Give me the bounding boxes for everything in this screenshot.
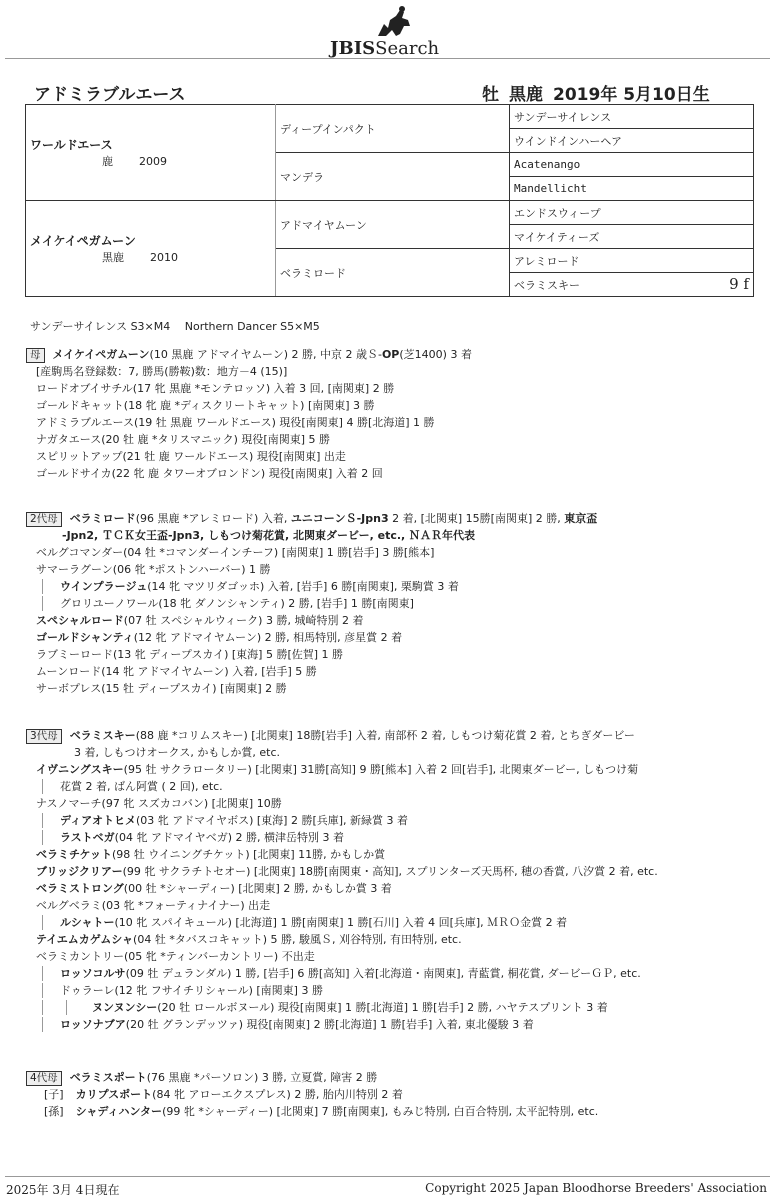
horse-record: (20 牡 グランデッツァ) 現役[南関東] 2 勝[北海道] 1 勝[岩手] 入着, 東北優駿 3 着 [125, 1018, 534, 1031]
horse-link[interactable]: ディアオトヒメ [60, 814, 137, 827]
relation-label: [子] [44, 1088, 64, 1101]
horse-record: (84 牝 アローエクスプレス) 2 勝, 胎内川特別 2 着 [152, 1088, 403, 1101]
dam-dam-cell[interactable]: ベラミロード [276, 249, 510, 297]
horse-link[interactable]: シャディハンター [75, 1105, 163, 1118]
ddd-name: ベラミスキー [514, 278, 580, 292]
horse-record: (04 牡 *タバスコキャット) 5 勝, 駿風Ｓ, 刈谷特別, 有田特別, etc. [133, 933, 462, 946]
family-row [26, 914, 756, 931]
header-divider [5, 58, 770, 59]
family-row [26, 595, 756, 612]
family-row [26, 829, 756, 846]
offspring-row[interactable]: スピリットアップ(21 牡 鹿 ワールドエース) 現役[南関東] 出走 [36, 450, 346, 463]
family-row [26, 612, 756, 629]
horse-info [482, 80, 710, 105]
horse-record[interactable]: サマーラグーン(06 牝 *ポストンハーバー) 1 勝 [36, 563, 271, 576]
horse-link[interactable]: ロッソコルサ [60, 967, 126, 980]
horse-link[interactable]: カリプスポート [75, 1088, 153, 1101]
ddd-cell[interactable] [510, 273, 754, 297]
sire-dam-cell[interactable]: マンデラ [276, 153, 510, 201]
second-dam-race: ユニコーンＳ-Jpn3 [290, 512, 389, 525]
fourth-dam-section [26, 1069, 756, 1120]
tree-connector [42, 596, 43, 611]
tree-connector [42, 579, 43, 594]
horse-link[interactable]: ルシャトー [60, 916, 115, 929]
family-row [26, 880, 756, 897]
fourth-dam-detail: (76 黒鹿 *パーソロン) 3 勝, 立夏賞, 障害 2 勝 [146, 1071, 378, 1084]
tree-connector [42, 966, 43, 981]
horse-link[interactable]: ブリッジクリアー [36, 865, 123, 878]
horse-color: 黒鹿 [509, 85, 543, 105]
family-row [26, 948, 756, 965]
sdd-cell[interactable]: Mandellicht [510, 177, 754, 201]
third-dam-name[interactable]: ベラミスキー [69, 729, 136, 742]
horse-record[interactable]: ベルグベラミ(03 牝 *フォーティナイナー) 出走 [36, 899, 271, 912]
descendant-row [26, 1086, 756, 1103]
family-row [26, 982, 756, 999]
offspring-row[interactable]: ゴールドサイカ(22 牝 鹿 タワーオブロンドン) 現役[南関東] 入着 2 回 [36, 467, 383, 480]
family-row [26, 965, 756, 982]
site-logo[interactable] [0, 6, 775, 59]
dam-record-detail: (10 黒鹿 アドマイヤムーン) 2 勝, 中京 2 歳Ｓ- [149, 348, 382, 361]
horse-record: (14 牝 マツリダゴッホ) 入着, [岩手] 6 勝[南関東], 栗駒賞 3 着 [147, 580, 459, 593]
family-row [26, 561, 756, 578]
horse-link[interactable]: スペシャルロード [36, 614, 124, 627]
horse-link[interactable]: イヴニングスキー [36, 763, 124, 776]
horse-link[interactable]: ウインプラージュ [60, 580, 148, 593]
offspring-row[interactable]: ロードオブイサチル(17 牝 黒鹿 *モンテロッソ) 入着 3 回, [南関東] 2 勝 [36, 382, 395, 395]
horse-link[interactable]: ゴールドシャンティ [36, 631, 134, 644]
sire-name: ワールドエース [30, 138, 113, 152]
section-tag: 4代母 [26, 1071, 62, 1086]
horse-record: (95 牡 サクラロータリー) [北関東] 31勝[高知] 9 勝[熊本] 入着 2 回[岩手], 北関東ダービー, しもつけ菊 [123, 763, 639, 776]
dds-cell[interactable]: アレミロード [510, 249, 754, 273]
footer-copyright: Copyright 2025 Japan Bloodhorse Breeders' Association [425, 1181, 767, 1195]
tree-connector [42, 1017, 43, 1032]
horse-record[interactable]: ナスノマーチ(97 牝 スズカコバン) [北関東] 10勝 [36, 797, 282, 810]
sire-cell[interactable] [26, 105, 276, 201]
offspring-row[interactable]: アドミラブルエース(19 牡 黒鹿 ワールドエース) 現役[南関東] 4 勝[北海道] 1 勝 [36, 416, 435, 429]
second-dam-section [26, 510, 756, 697]
horse-name: アドミラブルエース [34, 85, 186, 105]
family-row [26, 999, 756, 1016]
horse-sex: 牡 [482, 85, 499, 105]
family-row [26, 629, 756, 646]
family-row [26, 544, 756, 561]
horse-birth: 2019年 5月10日生 [553, 85, 710, 105]
dam-record-name[interactable]: メイケイペガムーン [52, 348, 150, 361]
dss-cell[interactable]: エンドスウィープ [510, 201, 754, 225]
second-dam-name[interactable]: ベラミロード [69, 512, 136, 525]
dam-name: メイケイペガムーン [30, 234, 136, 248]
horse-record[interactable]: ドゥラーレ(12 牝 フサイチリシャール) [南関東] 3 勝 [60, 984, 323, 997]
family-row [26, 1016, 756, 1033]
third-dam-line2: 3 着, しもつけオークス, かもしか賞, etc. [74, 746, 280, 759]
tree-connector [42, 813, 43, 828]
family-row [26, 897, 756, 914]
dam-record-grade: OP [381, 348, 400, 361]
family-row [26, 761, 756, 778]
fourth-dam-name[interactable]: ベラミスポート [69, 1071, 147, 1084]
horse-link[interactable]: ベラミチケット [36, 848, 113, 861]
horse-link[interactable]: ロッソナブア [60, 1018, 126, 1031]
descendant-row [26, 1103, 756, 1120]
footer-divider [5, 1176, 770, 1177]
inbreeding-line: サンデーサイレンス S3×M4 Northern Dancer S5×M5 [30, 320, 320, 333]
third-dam-section [26, 727, 756, 1033]
tree-connector [42, 779, 43, 794]
dam-year: 2010 [150, 251, 178, 264]
horse-record: (99 牝 *シャーディー) [北関東] 7 勝[南関東], もみじ特別, 白百合特別, 太平記特別, etc. [162, 1105, 599, 1118]
tree-connector [42, 830, 43, 845]
family-row [26, 846, 756, 863]
family-row [26, 931, 756, 948]
family-row [26, 680, 756, 697]
family-row [26, 795, 756, 812]
horse-title-row [34, 80, 749, 104]
pedigree-table [25, 104, 754, 297]
horse-record[interactable]: グロリユーノワール(18 牝 ダノンシャンティ) 2 勝, [岩手] 1 勝[南関東] [60, 597, 414, 610]
dam-section [26, 346, 756, 482]
dam-color: 黒鹿 [102, 251, 124, 264]
horse-record[interactable]: ムーンロード(14 牝 アドマイヤムーン) 入着, [岩手] 5 勝 [36, 665, 317, 678]
horse-record: (03 牝 アドマイヤボス) [東海] 2 勝[兵庫], 新緑賞 3 着 [136, 814, 409, 827]
horse-record: (07 牡 スペシャルウィーク) 3 勝, 城崎特別 2 着 [123, 614, 364, 627]
logo-brand: JBIS [330, 38, 376, 59]
logo-suffix: Search [375, 38, 440, 59]
section-tag: 2代母 [26, 512, 62, 527]
family-row [26, 812, 756, 829]
tree-connector [42, 1000, 43, 1015]
ssd-cell[interactable]: ウインドインハーヘア [510, 129, 754, 153]
footer-date: 2025年 3月 4日現在 [6, 1183, 120, 1197]
horse-link[interactable]: ラストベガ [60, 831, 115, 844]
sss-cell[interactable]: サンデーサイレンス [510, 105, 754, 129]
horse-record: (20 牡 ロールボヌール) 現役[南関東] 1 勝[北海道] 1 勝[岩手] 2 勝, ハヤテスプリント 3 着 [157, 1001, 608, 1014]
horse-record: (10 牝 スパイキュール) [北海道] 1 勝[南関東] 1 勝[石川] 入着 4 回[兵庫], ＭＲＯ金賞 2 着 [114, 916, 568, 929]
horse-link[interactable]: テイエムカゲムシャ [36, 933, 134, 946]
horse-record[interactable]: サーボプレス(15 牡 ディープスカイ) [南関東] 2 勝 [36, 682, 287, 695]
horse-record[interactable]: ベラミカントリー(05 牝 *ティンバーカントリー) 不出走 [36, 950, 315, 963]
horse-link[interactable]: ベラミストロング [36, 882, 124, 895]
horse-record: (00 牡 *シャーディー) [北関東] 2 勝, かもしか賞 3 着 [123, 882, 392, 895]
family-row [26, 863, 756, 880]
family-row [26, 646, 756, 663]
family-row [26, 663, 756, 680]
second-dam-line2: -Jpn2, ＴＣＫ女王盃-Jpn3, しもつけ菊花賞, 北関東ダービー, etc., ＮＡＲ年代表 [62, 529, 476, 542]
second-dam-race2: 東京盃 [564, 512, 598, 525]
section-tag: 3代母 [26, 729, 62, 744]
tree-connector [42, 915, 43, 930]
tree-connector [42, 983, 43, 998]
offspring-row[interactable]: ゴールドキャット(18 牝 鹿 *ディスクリートキャット) [南関東] 3 勝 [36, 399, 375, 412]
dam-record-tail: (芝1400) 3 着 [399, 348, 472, 361]
second-dam-tail: 2 着, [北関東] 15勝[南関東] 2 勝, [388, 512, 565, 525]
horse-record: (99 牝 サクラチトセオー) [北関東] 18勝[南関東・高知], スプリンターズ天馬杯, 穂の香賞, 八汐賞 2 着, etc. [122, 865, 658, 878]
dsd-cell[interactable]: マイケイティーズ [510, 225, 754, 249]
second-dam-detail: (96 黒鹿 *アレミロード) 入着, [135, 512, 291, 525]
progeny-summary: [産駒馬名登録数：7, 勝馬(勝鞍)数：地方－4 (15)] [36, 365, 288, 378]
horse-record: (04 牝 アドマイヤベガ) 2 勝, 横津岳特別 3 着 [114, 831, 345, 844]
horse-link[interactable]: ヌンヌンシー [92, 1001, 158, 1014]
horse-rider-icon [374, 6, 414, 40]
horse-record: (98 牡 ウイニングチケット) [北関東] 11勝, かもしか賞 [112, 848, 386, 861]
section-tag: 母 [26, 348, 45, 363]
sire-sire-cell[interactable]: ディープインパクト [276, 105, 510, 153]
family-row [26, 778, 756, 795]
horse-record[interactable]: ラブミーロード(13 牝 ディープスカイ) [東海] 5 勝[佐賀] 1 勝 [36, 648, 344, 661]
family-row [26, 578, 756, 595]
offspring-row[interactable]: ナガタエース(20 牡 鹿 *タリスマニック) 現役[南関東] 5 勝 [36, 433, 330, 446]
horse-record[interactable]: ベルグコマンダー(04 牡 *コマンダーインチーフ) [南関東] 1 勝[岩手] 3 勝[熊本] [36, 546, 435, 559]
family-number: 9 f [729, 275, 749, 293]
third-dam-detail: (88 鹿 *コリムスキー) [北関東] 18勝[岩手] 入着, 南部杯 2 着, しもつけ菊花賞 2 着, とちぎダービー [135, 729, 635, 742]
dam-cell[interactable] [26, 201, 276, 297]
sire-year: 2009 [139, 155, 167, 168]
horse-record: (09 牡 デュランダル) 1 勝, [岩手] 6 勝[高知] 入着[北海道・南関東], 青藍賞, 桐花賞, ダービーＧＰ, etc. [125, 967, 641, 980]
sds-cell[interactable]: Acatenango [510, 153, 754, 177]
dam-sire-cell[interactable]: アドマイヤムーン [276, 201, 510, 249]
tree-connector [66, 1000, 67, 1015]
sire-color: 鹿 [102, 155, 113, 168]
horse-record[interactable]: 花賞 2 着, ばん阿賞 ( 2 回), etc. [60, 780, 223, 793]
relation-label: [孫] [44, 1105, 64, 1118]
horse-record: (12 牝 アドマイヤムーン) 2 勝, 相馬特別, 彦星賞 2 着 [133, 631, 403, 644]
